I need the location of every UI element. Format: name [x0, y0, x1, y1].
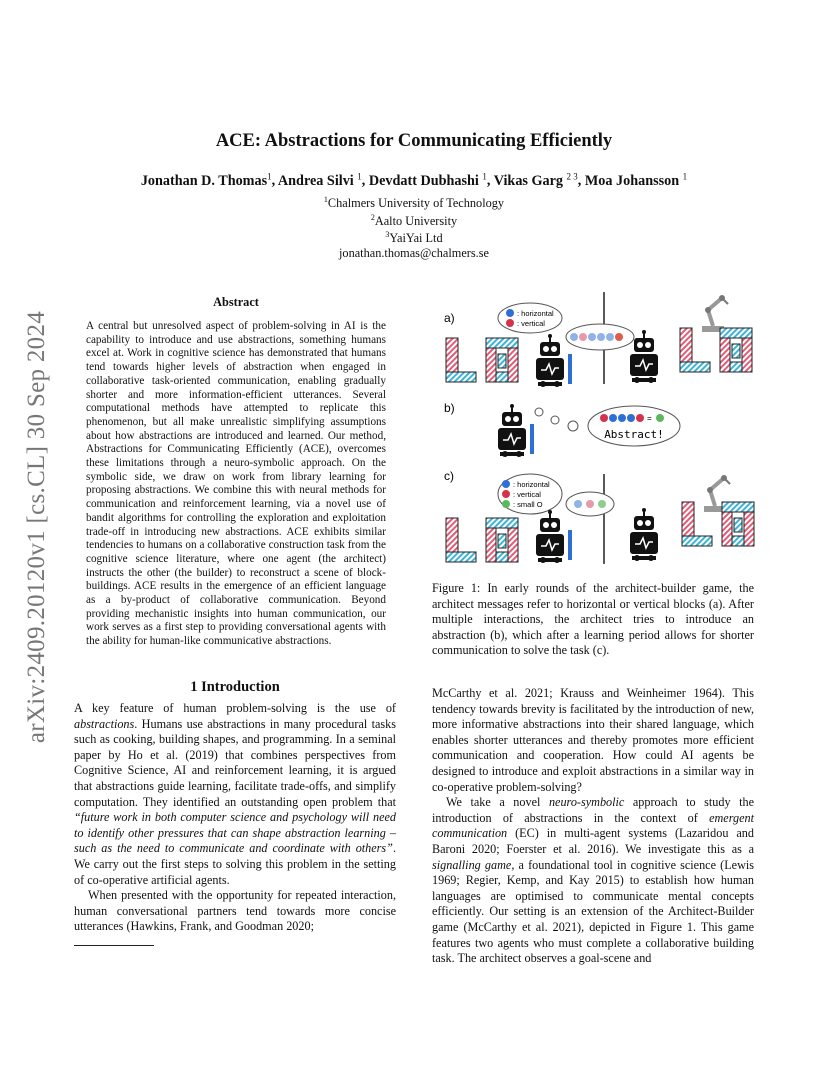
affiliation: $^2$Aalto University [370, 212, 458, 228]
panel-label-a: a) [444, 311, 455, 325]
paragraph: McCarthy et al. 2021; Krauss and Weinheimer 1964). This tendency towards brevity is facilitated by the introduction of new, more informative abstractions into their shared language, which enables shorter utterances and thereby promotes more efficient communication and cooperation. How could AI agents be designed to introduce and exploit abstractions in a similar way in co-operative problem-solving? [432, 686, 754, 794]
abstract-text: A central but unresolved aspect of problem-solving in AI is the capability to introduce and use abstractions, something humans excel at. Work in cognitive science has demonstrated that humans tend towards higher levels of abstraction when engaged in collaborative task-oriented communication, enabling gradually shorter and more information-efficient utterances. Several computational methods have attempted to replicate this phenomenon, but all make unrealistic simplifying assumptions about how abstractions are introduced and learned. Our method, Abstractions for Communicating Efficiently (ACE), overcomes these limitations through a neuro-symbolic approach. On the symbolic side, we draw on work from library learning for proposing abstractions. We combine this with neural methods for communication and reinforcement learning, via a novel use of bandit algorithms for controlling the exploration and exploitation trade-off in introducing new abstractions. ACE exhibits similar tendencies to humans on a collaborative construction task from the cognitive science literature, where one agent (the architect) instructs the other (the builder) to reconstruct a scene of block-buildings. ACE results in the emergence of an efficient language as a by-product of collaborative communication. Beyond providing mechanistic insights into human communication, our work serves as a first step to providing conversational agents with the ability for human-like communicative abstractions. [86, 320, 386, 648]
panel-label-c: c) [444, 469, 454, 483]
abstract-word: Abstract! [604, 428, 664, 441]
author: Jonathan D. Thomas$^1$ [140, 171, 272, 189]
author: Devdatt Dubhashi $^1$ [368, 171, 487, 189]
intro-column-left [74, 701, 396, 935]
legend-c-vertical: : vertical [513, 490, 541, 499]
footnote-rule [74, 945, 154, 946]
author-list: Jonathan D. Thomas$^1$, Andrea Silvi $^1$, Devdatt Dubhashi $^1$, Vikas Garg $^{2 3}$, Moa Johansson $^1$ [140, 171, 688, 189]
author: Vikas Garg $^{2 3}$ [493, 171, 578, 189]
legend-c-horizontal: : horizontal [513, 480, 550, 489]
affiliations [74, 193, 754, 260]
figure-caption: Figure 1: In early rounds of the architect-builder game, the architect messages refer to horizontal or vertical blocks (a). After multiple interactions, the architect tries to introduce an abstraction (b), which after a learning period allows for shorter communication to solve the task (c). [432, 581, 754, 658]
panel-label-b: b) [444, 401, 455, 415]
legend-c-small-o: : small O [513, 500, 543, 509]
svg-text:=: = [647, 414, 652, 423]
section-heading: 1 Introduction [190, 679, 280, 695]
arxiv-id: arXiv:2409.20120v1 [cs.CL] 30 Sep 2024 [23, 310, 50, 744]
intro-column-right [432, 686, 754, 967]
author-email[interactable]: jonathan.thomas@chalmers.se [339, 245, 489, 260]
legend-a-vertical: : vertical [517, 319, 545, 328]
paragraph: A key feature of human problem-solving is the use of abstractions. Humans use abstractions in many procedural tasks such as cooking, building shapes, and programming. In a seminal paper by Ho et al. (2019) that combines perspectives from Cognitive Science, AI and reinforcement learning, it is argued that abstractions guide learning, facilitate trade-offs, and simplify computation. They identified an outstanding open problem that “future work in both computer science and psychology will need to identify other pressures that can shape abstraction learning – such as the need to communicate and coordinate with others”. We carry out the first steps to solving this problem in the setting of co-operative artificial agents. [74, 701, 396, 887]
author: Andrea Silvi $^1$ [277, 171, 362, 189]
abstract-heading: Abstract [213, 295, 259, 309]
arxiv-sidebar [22, 292, 52, 762]
legend-a-horizontal: : horizontal [517, 309, 554, 318]
affiliation: $^1$Chalmers University of Technology [323, 195, 505, 211]
figure-1 [438, 288, 756, 570]
paragraph: We take a novel neuro-symbolic approach to study the introduction of abstractions in the context of emergent communication (EC) in multi-agent systems (Lazaridou and Baroni 2020; Foerster et al. 2016). We investigate this as a signalling game, a foundational tool in cognitive science (Lewis 1969; Regier, Kemp, and Kay 2015) to establish how human languages are optimised to communicate mental concepts efficiently. Our setting is an extension of the Architect-Builder game (McCarthy et al. 2021), depicted in Figure 1. This game features two agents who must complete a collaborative building task. The architect observes a goal-scene and [432, 795, 754, 966]
author: Moa Johansson $^1$ [584, 171, 688, 189]
paragraph: When presented with the opportunity for repeated interaction, human conversational partners tend towards more concise utterances (Hawkins, Frank, and Goodman 2020; [74, 888, 396, 934]
affiliation: $^3$YaiYai Ltd [385, 230, 443, 246]
paper-title: ACE: Abstractions for Communicating Efficiently [215, 131, 613, 151]
